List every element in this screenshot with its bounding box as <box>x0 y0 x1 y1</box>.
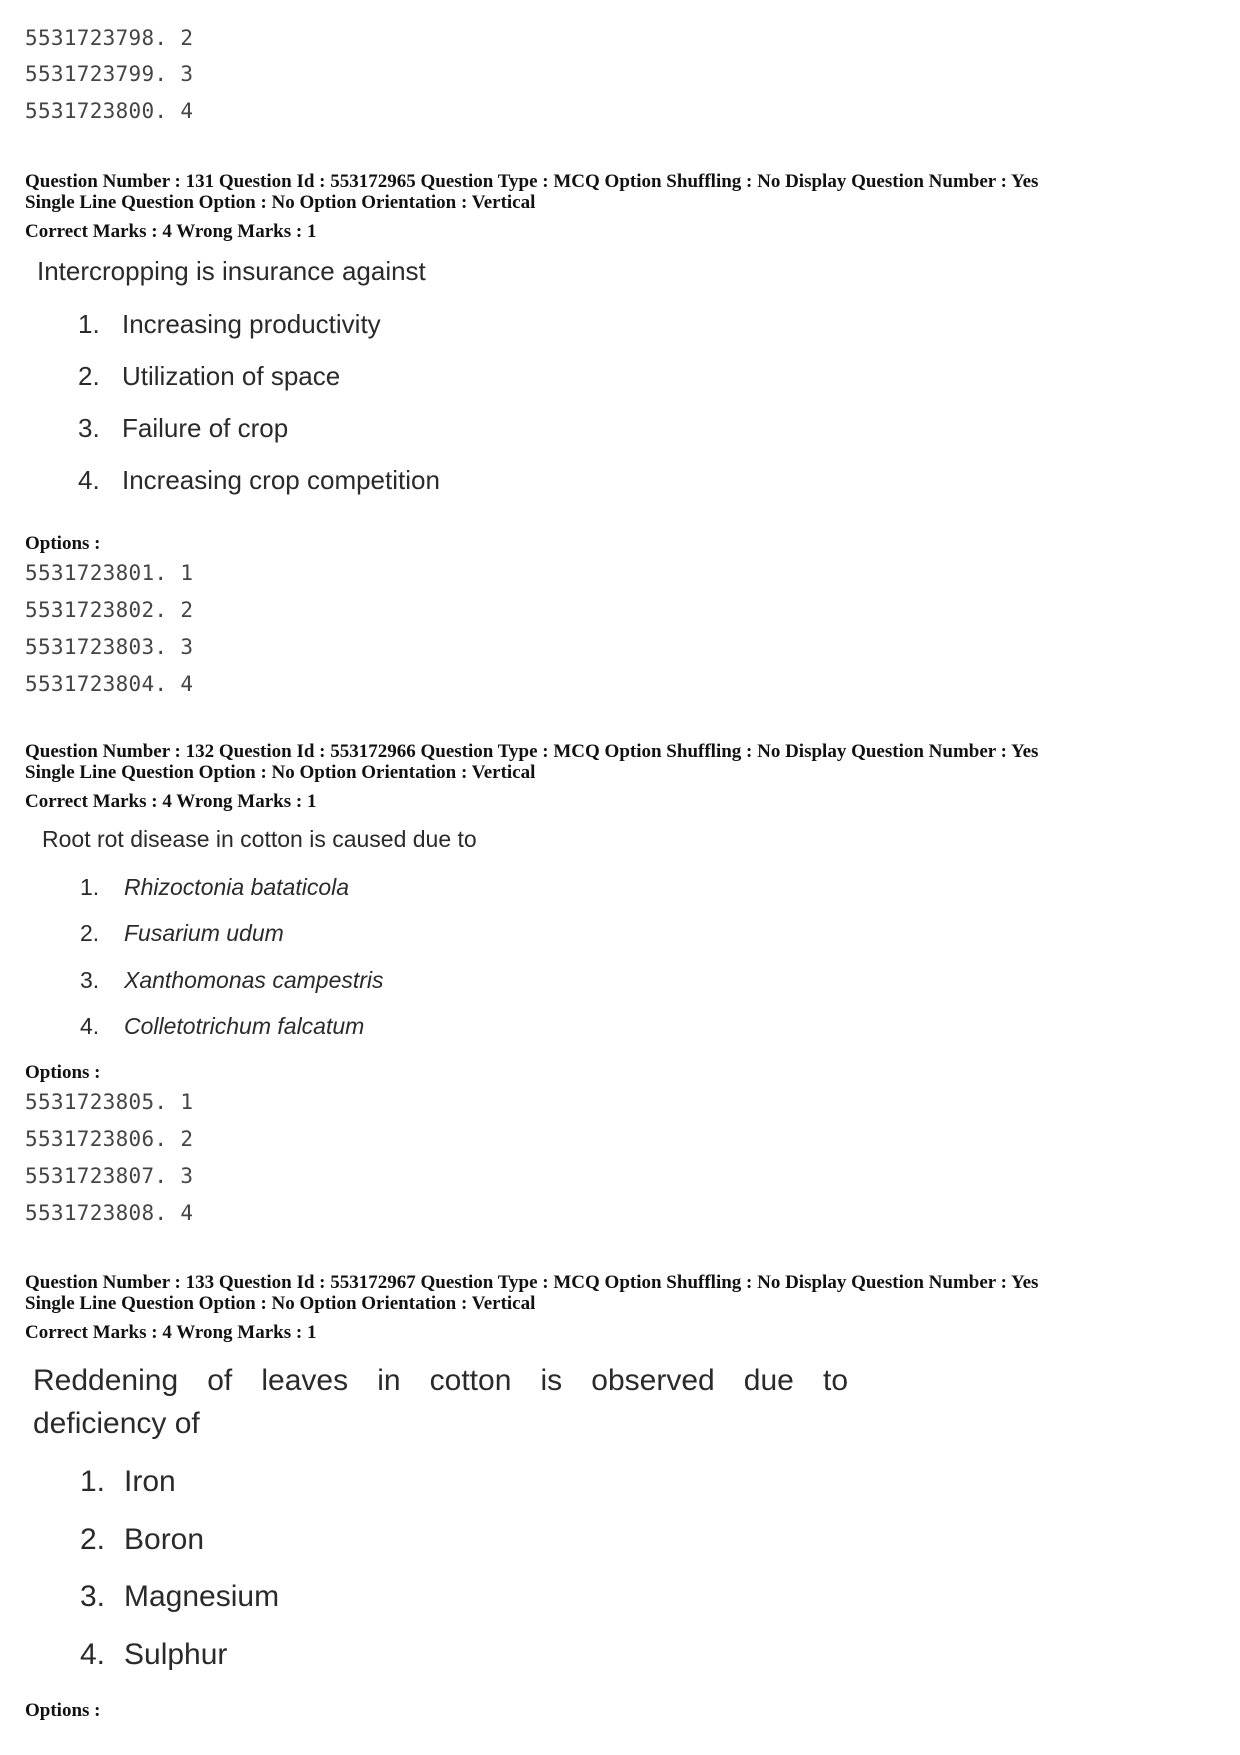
question-meta-line: Question Number : 133 Question Id : 553172967 Question Type : MCQ Option Shuffling : No Display Question Number : Yes <box>25 1272 1039 1293</box>
answer-choice: 4. Colletotrichum falcatum <box>80 1013 365 1039</box>
question-meta-line: Question Number : 131 Question Id : 553172965 Question Type : MCQ Option Shuffling : No Display Question Number : Yes <box>25 171 1039 192</box>
option-line: 5531723799. 3 <box>25 62 194 86</box>
option-line: 5531723806. 2 <box>25 1127 194 1151</box>
question-text: Root rot disease in cotton is caused due to <box>42 826 477 852</box>
question-marks: Correct Marks : 4 Wrong Marks : 1 <box>25 791 317 812</box>
options-label: Options : <box>25 1062 101 1083</box>
answer-choice: 1. Increasing productivity <box>78 309 381 339</box>
question-meta-line: Question Number : 132 Question Id : 553172966 Question Type : MCQ Option Shuffling : No Display Question Number : Yes <box>25 741 1039 762</box>
answer-choice: 4. Sulphur <box>80 1638 228 1671</box>
option-line: 5531723805. 1 <box>25 1090 194 1114</box>
question-text: Reddening of leaves in cotton is observed due to <box>33 1364 848 1397</box>
question-meta-line: Single Line Question Option : No Option Orientation : Vertical <box>25 1293 536 1314</box>
options-label: Options : <box>25 533 101 554</box>
answer-choice: 3. Failure of crop <box>78 413 289 443</box>
option-line: 5531723807. 3 <box>25 1164 194 1188</box>
answer-choice: 2. Fusarium udum <box>80 920 284 946</box>
answer-choice: 3. Magnesium <box>80 1580 280 1613</box>
options-label: Options : <box>25 1700 101 1721</box>
option-line: 5531723802. 2 <box>25 598 194 622</box>
option-line: 5531723804. 4 <box>25 672 194 696</box>
question-meta-line: Single Line Question Option : No Option Orientation : Vertical <box>25 762 536 783</box>
option-line: 5531723801. 1 <box>25 561 194 585</box>
question-text: Intercropping is insurance against <box>37 256 426 286</box>
answer-choice: 4. Increasing crop competition <box>78 465 440 495</box>
answer-choice: 1. Iron <box>80 1465 176 1498</box>
question-marks: Correct Marks : 4 Wrong Marks : 1 <box>25 221 317 242</box>
answer-choice: 2. Utilization of space <box>78 361 341 391</box>
answer-choice: 3. Xanthomonas campestris <box>80 967 384 993</box>
option-line: 5531723798. 2 <box>25 26 194 50</box>
answer-choice: 1. Rhizoctonia bataticola <box>80 874 350 900</box>
question-marks: Correct Marks : 4 Wrong Marks : 1 <box>25 1322 317 1343</box>
answer-choice: 2. Boron <box>80 1523 205 1556</box>
option-line: 5531723808. 4 <box>25 1201 194 1225</box>
option-line: 5531723803. 3 <box>25 635 194 659</box>
question-text-continuation: deficiency of <box>33 1407 200 1440</box>
question-meta-line: Single Line Question Option : No Option Orientation : Vertical <box>25 192 536 213</box>
option-line: 5531723800. 4 <box>25 99 194 123</box>
